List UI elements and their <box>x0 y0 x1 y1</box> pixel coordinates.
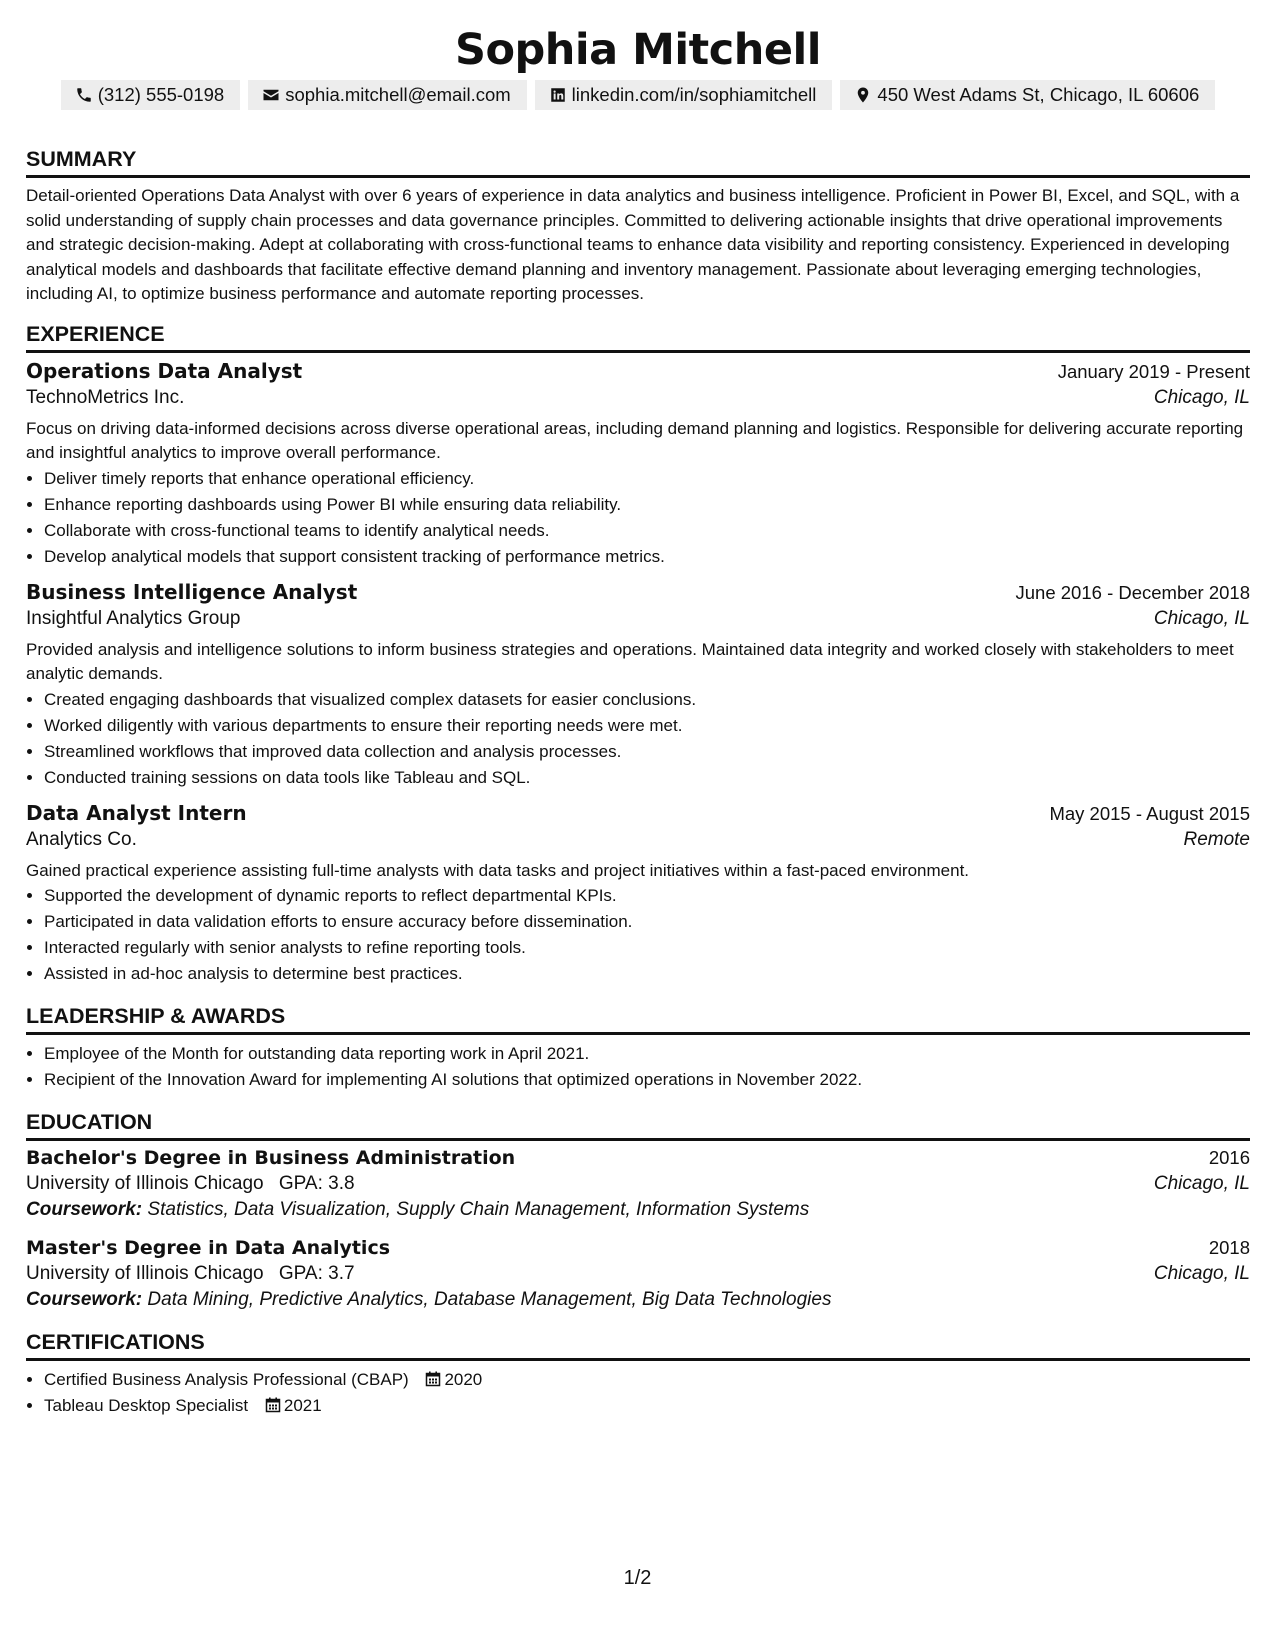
contact-address <box>840 80 1215 110</box>
job-entry <box>26 580 1250 791</box>
job-title: Operations Data Analyst <box>26 358 303 383</box>
certifications-list <box>26 1367 1250 1419</box>
degree-title: Bachelor's Degree in Business Administration <box>26 1147 516 1169</box>
phone-text: (312) 555-0198 <box>97 84 225 105</box>
map-pin-icon <box>854 86 872 104</box>
list-item <box>44 1367 1250 1393</box>
certification-year: 2020 <box>444 1370 483 1389</box>
job-bullets <box>26 687 1250 791</box>
certification-name: Tableau Desktop Specialist <box>44 1396 249 1415</box>
list-item: • Conducted training sessions on data tools like Tableau and SQL. <box>44 765 1250 791</box>
job-company: Insightful Analytics Group <box>26 607 241 629</box>
degree-title: Master's Degree in Data Analytics <box>26 1237 391 1259</box>
gpa: GPA: 3.7 <box>278 1263 355 1284</box>
section-heading-summary: SUMMARY <box>26 144 1250 178</box>
education-section <box>26 1107 1250 1311</box>
list-item: • Enhance reporting dashboards using Power BI while ensuring data reliability. <box>44 492 1250 518</box>
list-item: • Recipient of the Innovation Award for implementing AI solutions that optimized operations in November 2022. <box>44 1067 1250 1093</box>
job-bullets <box>26 466 1250 570</box>
coursework-label: Coursework: <box>26 1289 143 1310</box>
degree-year: 2016 <box>1208 1147 1250 1168</box>
experience-section <box>26 319 1250 988</box>
calendar-icon <box>265 1397 281 1413</box>
coursework-list: Data Mining, Predictive Analytics, Database Management, Big Data Technologies <box>147 1289 832 1310</box>
job-location: Chicago, IL <box>1153 386 1250 408</box>
school-location: Chicago, IL <box>1153 1173 1250 1194</box>
page-number: 1/2 <box>623 1567 652 1589</box>
school-location: Chicago, IL <box>1153 1263 1250 1284</box>
gpa: GPA: 3.8 <box>278 1173 355 1194</box>
list-item: • Supported the development of dynamic reports to reflect departmental KPIs. <box>44 883 1250 909</box>
certifications-section <box>26 1327 1250 1419</box>
education-entry <box>26 1237 1250 1311</box>
candidate-name: Sophia Mitchell <box>455 25 821 75</box>
job-description: Provided analysis and intelligence solutions to inform business strategies and operations. Maintained data integrity and worked closely with stakeholders to meet analytic demands. <box>26 639 1234 683</box>
school-name: University of Illinois Chicago <box>26 1173 264 1194</box>
contact-email[interactable] <box>248 80 526 110</box>
school-name: University of Illinois Chicago <box>26 1263 264 1284</box>
job-entry <box>26 801 1250 988</box>
contact-phone <box>61 80 241 110</box>
contact-linkedin[interactable] <box>535 80 833 110</box>
job-dates: June 2016 - December 2018 <box>1015 581 1250 603</box>
job-description: Gained practical experience assisting full-time analysts with data tasks and project initiatives within a fast-paced environment. <box>26 860 970 880</box>
job-bullets <box>26 883 1250 987</box>
list-item: • Assisted in ad-hoc analysis to determine best practices. <box>44 961 1250 987</box>
list-item: • Participated in data validation efforts to ensure accuracy before dissemination. <box>44 909 1250 935</box>
list-item: • Streamlined workflows that improved data collection and analysis processes. <box>44 739 1250 765</box>
awards-section <box>26 1001 1250 1093</box>
linkedin-text: linkedin.com/in/sophiamitchell <box>571 84 817 105</box>
coursework <box>26 1289 1250 1311</box>
section-heading-awards: LEADERSHIP & AWARDS <box>26 1001 1250 1035</box>
calendar-icon <box>425 1371 441 1387</box>
job-location: Remote <box>1183 828 1250 850</box>
job-dates: January 2019 - Present <box>1057 360 1250 382</box>
coursework-label: Coursework: <box>26 1199 143 1220</box>
section-heading-experience: EXPERIENCE <box>26 319 1250 353</box>
phone-icon <box>75 86 93 104</box>
coursework-list: Statistics, Data Visualization, Supply Chain Management, Information Systems <box>147 1199 810 1220</box>
list-item: • Worked diligently with various departments to ensure their reporting needs were met. <box>44 713 1250 739</box>
job-entry <box>26 359 1250 570</box>
email-text: sophia.mitchell@email.com <box>285 84 511 105</box>
job-title: Data Analyst Intern <box>26 800 247 825</box>
job-location: Chicago, IL <box>1153 607 1250 629</box>
education-entry <box>26 1147 1250 1221</box>
section-heading-certifications: CERTIFICATIONS <box>26 1327 1250 1361</box>
job-company: Analytics Co. <box>26 828 137 850</box>
resume-page <box>26 0 1250 1419</box>
envelope-icon <box>262 86 280 104</box>
contact-bar <box>26 80 1250 110</box>
address-text: 450 West Adams St, Chicago, IL 60606 <box>877 84 1200 105</box>
certification-name: Certified Business Analysis Professional (CBAP) <box>44 1370 409 1389</box>
list-item: • Collaborate with cross-functional teams to identify analytical needs. <box>44 518 1250 544</box>
list-item <box>44 1393 1250 1419</box>
linkedin-icon <box>549 86 567 104</box>
summary-section <box>26 144 1250 307</box>
job-title: Business Intelligence Analyst <box>26 579 358 604</box>
job-dates: May 2015 - August 2015 <box>1049 802 1250 824</box>
list-item: • Employee of the Month for outstanding data reporting work in April 2021. <box>44 1041 1250 1067</box>
summary-text: Detail-oriented Operations Data Analyst with over 6 years of experience in data analytics and business intelligence. Proficient in Power BI, Excel, and SQL, with a solid understanding of supply chain processes and data governance principles. Committed to delivering actionable insights that drive operational improvements and strategic decision-making. Adept at collaborating with cross-functional teams to enhance data visibility and reporting consistency. Experienced in developing analytical models and dashboards that facilitate effective demand planning and inventory management. Passionate about leveraging emerging technologies, including AI, to optimize business performance and automate reporting processes. <box>26 186 1240 303</box>
list-item: • Interacted regularly with senior analysts to refine reporting tools. <box>44 935 1250 961</box>
degree-year: 2018 <box>1208 1237 1250 1258</box>
coursework <box>26 1199 1250 1221</box>
section-heading-education: EDUCATION <box>26 1107 1250 1141</box>
certification-year: 2021 <box>283 1396 322 1415</box>
list-item: • Develop analytical models that support consistent tracking of performance metrics. <box>44 544 1250 570</box>
job-description: Focus on driving data-informed decisions across diverse operational areas, including demand planning and logistics. Responsible for delivering accurate reporting and insightful analytics to improve overall performance. <box>26 418 1244 462</box>
job-company: TechnoMetrics Inc. <box>26 386 185 408</box>
list-item: • Created engaging dashboards that visualized complex datasets for easier conclusions. <box>44 687 1250 713</box>
list-item: • Deliver timely reports that enhance operational efficiency. <box>44 466 1250 492</box>
awards-list <box>26 1041 1250 1093</box>
